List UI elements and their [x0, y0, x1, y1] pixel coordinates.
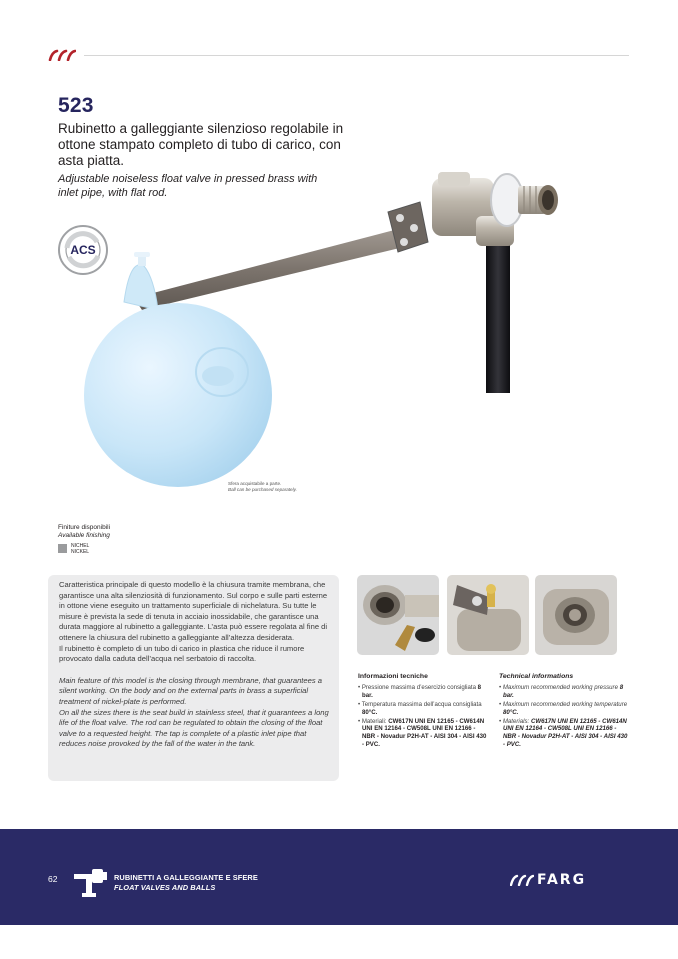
float-valve-icon [72, 865, 108, 899]
finish-option-nickel: NICHEL NICKEL [58, 543, 89, 555]
tech-en-pressure: • Maximum recommended working pressure 8 bar. [499, 683, 624, 699]
valve-body [432, 172, 558, 246]
acs-badge-label: ACS [70, 243, 96, 257]
detail-photo-seat [535, 575, 617, 655]
product-title-en: Adjustable noiseless float valve in pressed brass with inlet pipe, with flat rod. [58, 173, 318, 199]
finish-heading: Finiture disponibili Available finishing [58, 524, 111, 539]
tech-info-en [499, 673, 629, 750]
product-code: 523 [58, 94, 94, 117]
section-title-en: FLOAT VALVES AND BALLS [114, 883, 216, 892]
brand-name: FARG [537, 872, 587, 888]
tech-it-temperature: • Temperatura massima dell’acqua consigliata 80°C. [358, 700, 482, 716]
brand-stripes-icon [510, 874, 534, 886]
farg-logo [510, 872, 586, 888]
page-bottom-margin [0, 925, 678, 959]
float-valve-illustration [82, 150, 582, 495]
tech-en-temperature: • Maximum recommended working temperature 80°C. [499, 700, 628, 716]
description-it-2: Il rubinetto è completo di un tubo di carico in plastica che riduce il rumore provocato dalla caduta dell’acqua nel serbatoio di raccolta. [59, 643, 305, 664]
page-footer [0, 829, 678, 925]
description-en-2: On all the sizes there is the seat build in stainless steel, that it guarantees a long life of the float valve. The rod can be regulated to obtain the closing of the float valve to a requested height. The tap is complete of a plastic inlet pipe that reduces noise provoked by the fall of the water in the tank. [59, 707, 329, 749]
tech-en-materials: • Materials: CW617N UNI EN 12165 - CW614N UNI EN 12164 - CW508L UNI EN 12166 - NBR - Novadur P2H-AT - AISI 304 - AISI 430 - PVC. [499, 717, 628, 749]
inlet-pipe [486, 238, 510, 393]
tech-it-pressure: • Pressione massima d’esercizio consigliata 8 bar. [358, 683, 482, 699]
tech-info-it [358, 673, 488, 750]
description-box [48, 575, 339, 781]
description-it-1: Caratteristica principale di questo modello è la chiusura tramite membrana, che garantisce una alta silenziosità di funzionamento. Sul corpo e sulle parti esterne in ottone viene eseguito un trattamento superficiale di nichelatura. Su tutte le misure è prevista la sede di tenuta in acciaio inossidabile, che garantisce una durata maggiore al rubinetto a galleggiante. L’asta può essere regolata al fine di ottenere la chiusura del rubinetto a galleggiante all’altezza desiderata. [59, 580, 328, 642]
detail-photo-adjuster [447, 575, 529, 655]
product-title-it: Rubinetto a galleggiante silenzioso regolabile in ottone stampato completo di tubo di carico, con asta piatta. [58, 121, 344, 168]
ball-caption: Sfera acquistabile a parte. Ball can be purchased separately. [228, 481, 297, 492]
tech-info-en-title: Technical informations [499, 673, 574, 680]
description-en-1: Main feature of this model is the closing through membrane, that guarantees a silent working. On the body and on the external parts in brass a superficial treatment of nickel-plate is performed. [59, 675, 322, 706]
flat-rod [134, 228, 408, 310]
brand-stripes-icon [48, 49, 76, 61]
tech-it-materials: • Materiali: CW617N UNI EN 12165 - CW614N UNI EN 12164 - CW508L UNI EN 12166 - NBR - Novadur P2H-AT - AISI 304 - AISI 430 - PVC. [358, 717, 487, 749]
tech-info-it-title: Informazioni tecniche [358, 673, 428, 680]
page-number: 62 [48, 874, 58, 884]
float-ball [84, 303, 272, 487]
section-title-it: RUBINETTI A GALLEGGIANTE E SFERE [114, 873, 258, 882]
detail-photo-inlet [357, 575, 439, 655]
header-divider [84, 55, 629, 56]
nickel-swatch [58, 544, 67, 553]
